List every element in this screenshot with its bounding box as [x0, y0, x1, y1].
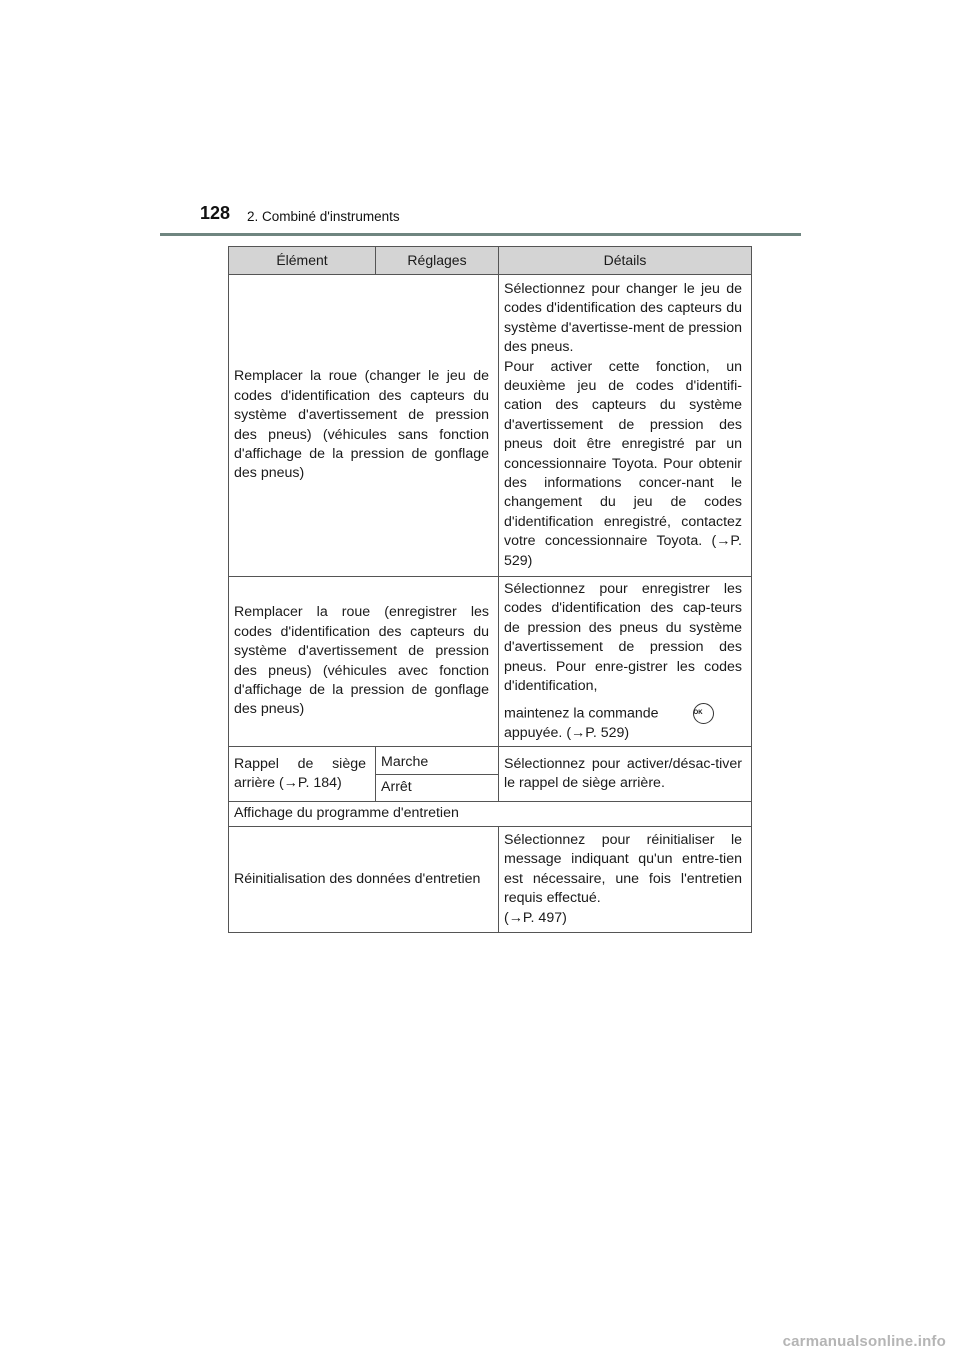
section-cell — [229, 802, 752, 827]
item-cell — [229, 577, 499, 747]
column-header-element: Élément — [229, 247, 376, 275]
detail-text: (→P. 497) — [504, 909, 567, 926]
detail-text: Sélectionnez pour activer/désac-tiver le rappel de siège arrière. — [504, 755, 742, 791]
section-text: Affichage du programme d'entretien — [234, 805, 459, 822]
item-cell — [229, 827, 499, 933]
setting-cell — [376, 775, 499, 802]
detail-cell — [499, 827, 752, 933]
item-text: Réinitialisation des données d'entretien — [234, 870, 481, 887]
table-row — [229, 275, 752, 577]
detail-cell — [499, 275, 752, 577]
detail-text: Sélectionnez pour enregistrer les codes d'identification des cap-teurs de pression des pneus du système d'avertissement de pression des pneus. Pour enre-gistrer les codes d'identification, — [504, 581, 742, 695]
detail-text-with-icon — [504, 703, 742, 724]
table-row — [229, 827, 752, 933]
detail-text: appuyée. (→P. 529) — [504, 724, 630, 741]
section-title: 2. Combiné d'instruments — [247, 209, 400, 224]
ok-button-icon: OK — [693, 703, 714, 724]
setting-cell — [376, 747, 499, 775]
item-cell — [229, 747, 376, 802]
detail-text: maintenez la commande — [504, 704, 659, 721]
setting-text: Arrêt — [381, 779, 412, 796]
column-header-details: Détails — [499, 247, 752, 275]
detail-cell — [499, 747, 752, 802]
column-header-settings: Réglages — [376, 247, 499, 275]
detail-text: Pour activer cette fonction, un deuxième jeu de codes d'identifi-cation des capteurs du système d'avertissement de pression des pneus doit être enregistré par un concessionnaire Toyota. Pour obtenir des informations concer-nant le changement du jeu de codes d'identification enregistré, contactez votre concessionnaire Toyota. (→P. 529) — [504, 358, 742, 569]
page-number: 128 — [200, 203, 231, 223]
page-header — [0, 0, 960, 240]
item-text: Remplacer la roue (changer le jeu de codes d'identification des capteurs du système d'avertissement de pression des pneus) (véhicules sans fonction d'affichage de la pression de gonflage des pneus) — [234, 368, 489, 482]
detail-text: Sélectionnez pour réinitialiser le message indiquant qu'un entre-tien est nécessaire, une fois l'entretien requis effectué. — [504, 831, 742, 907]
item-text: Rappel de siège arrière (→P. 184) — [234, 755, 366, 791]
item-cell — [229, 275, 499, 577]
detail-text: Sélectionnez pour changer le jeu de codes d'identification des capteurs du système d'avertisse-ment de pression des pneus. — [504, 280, 742, 356]
table-row — [229, 802, 752, 827]
detail-cell — [499, 577, 752, 747]
item-text: Remplacer la roue (enregistrer les codes d'identification des capteurs du système d'avertissement de pression des pneus) (véhicules avec fonction d'affichage de la pression de gonflage des pneus) — [234, 604, 489, 718]
table-header-row — [229, 247, 752, 275]
setting-text: Marche — [381, 753, 429, 770]
table-row — [229, 577, 752, 747]
header-divider — [160, 233, 801, 236]
table-row — [229, 747, 752, 775]
watermark: carmanualsonline.info — [782, 1333, 946, 1350]
settings-table — [228, 246, 752, 933]
